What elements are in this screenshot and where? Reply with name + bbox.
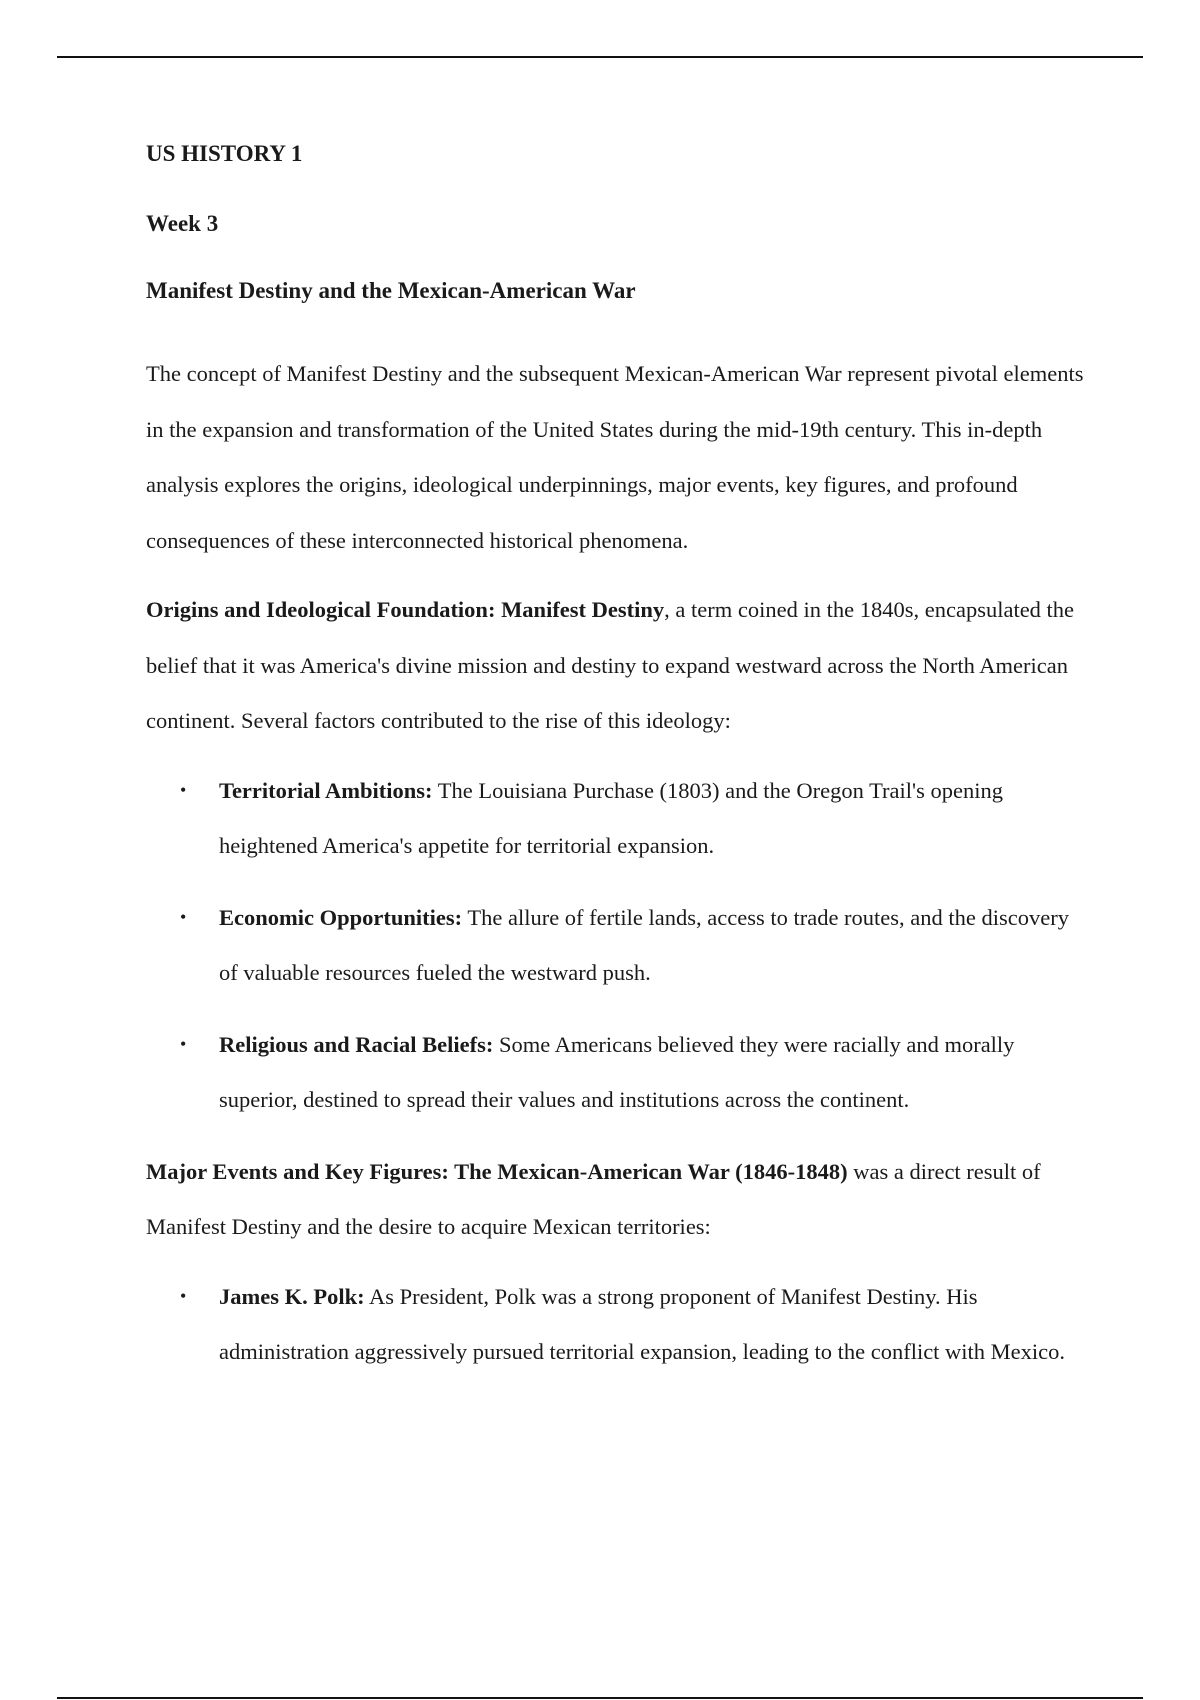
list-item [146, 1269, 1091, 1380]
page-title: Manifest Destiny and the Mexican-American War [146, 278, 636, 303]
origins-paragraph [146, 582, 1091, 749]
events-paragraph [146, 1144, 1091, 1255]
bullet-icon: • [180, 779, 187, 800]
list-item-text: Some Americans believed they were racially and morally superior, destined to spread their values and institutions across the continent. [219, 1031, 1015, 1112]
course-title: US HISTORY 1 [146, 141, 303, 166]
bullet-icon: • [180, 1285, 187, 1306]
document-body [146, 139, 1091, 1396]
footer-rule [57, 1697, 1143, 1699]
bullet-icon: • [180, 1033, 187, 1054]
list-item-text: As President, Polk was a strong proponent of Manifest Destiny. His administration aggressively pursued territorial expansion, leading to the conflict with Mexico. [219, 1283, 1066, 1364]
list-item [146, 890, 1091, 1001]
list-item-label: Religious and Racial Beliefs: [219, 1031, 494, 1057]
list-item-label: Territorial Ambitions: [219, 777, 433, 803]
list-item [146, 763, 1091, 874]
figures-list [146, 1269, 1091, 1380]
factors-list [146, 763, 1091, 1128]
list-item-text: The allure of fertile lands, access to trade routes, and the discovery of valuable resources fueled the westward push. [219, 904, 1069, 985]
bullet-icon: • [180, 906, 187, 927]
list-item-text: The Louisiana Purchase (1803) and the Oregon Trail's opening heightened America's appetite for territorial expansion. [219, 777, 1003, 858]
header-rule [57, 56, 1143, 58]
week-label: Week 3 [146, 211, 219, 236]
origins-lead: Origins and Ideological Foundation: Manifest Destiny [146, 597, 665, 622]
origins-text: , a term coined in the 1840s, encapsulated the belief that it was America's divine mission and destiny to expand westward across the North American continent. Several factors contributed to the rise of this ideology: [146, 597, 1075, 733]
list-item-label: James K. Polk: [219, 1283, 365, 1309]
events-lead: Major Events and Key Figures: The Mexican-American War (1846-1848) [146, 1158, 848, 1184]
intro-paragraph: The concept of Manifest Destiny and the subsequent Mexican-American War represent pivotal elements in the expansion and transformation of the United States during the mid-19th century. This in-depth analysis explores the origins, ideological underpinnings, major events, key figures, and profound consequences of these interconnected historical phenomena. [146, 361, 1084, 553]
events-text: was a direct result of Manifest Destiny and the desire to acquire Mexican territories: [146, 1158, 1041, 1239]
list-item-label: Economic Opportunities: [219, 904, 463, 930]
list-item [146, 1017, 1091, 1128]
